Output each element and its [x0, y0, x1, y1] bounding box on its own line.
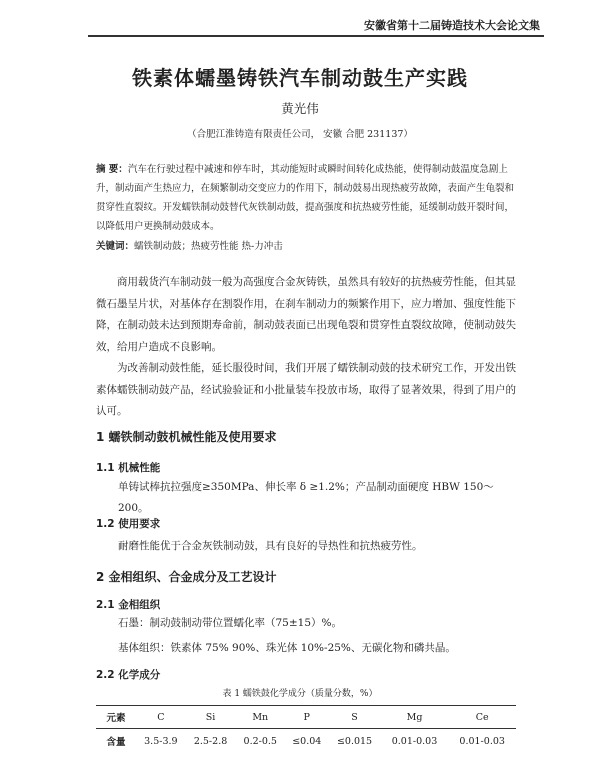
- author: 黄光伟: [281, 101, 319, 116]
- section-1-1-text: 单铸试棒抗拉强度≥350MPa、伸长率 δ ≥1.2%；产品制动面硬度 HBW 150～200。: [118, 481, 494, 514]
- intro-paragraph-2: 为改善制动鼓性能，延长服役时间，我们开展了蠕铁制动鼓的技术研究工作，开发出铁素体蠕铁制动鼓产品，经试验验证和小批量装车投放市场，取得了显著效果，得到了用户的认可。: [96, 362, 516, 417]
- keywords-label: 关键词：: [96, 241, 135, 252]
- table-cell: ≤0.04: [292, 735, 322, 747]
- section-1-heading: 1 蠕铁制动鼓机械性能及使用要求: [96, 430, 277, 444]
- header-rule: [88, 35, 544, 37]
- table-header-row: [96, 706, 516, 729]
- table-row: [96, 729, 516, 754]
- table-header-cell: P: [285, 706, 328, 729]
- section-2-heading: 2 金相组织、合金成分及工艺设计: [96, 570, 277, 584]
- table-cell: ≤0.015: [336, 735, 373, 747]
- table-header-cell: Si: [186, 706, 236, 729]
- paper-title: 铁素体蠕墨铸铁汽车制动鼓生产实践: [132, 66, 468, 90]
- proceedings-header: 安徽省第十二届铸造技术大会论文集: [364, 19, 540, 32]
- section-2-1-line-1: 石墨：制动鼓制动带位置蠕化率（75±15）%。: [118, 617, 342, 629]
- table-cell: 0.2-0.5: [243, 735, 277, 747]
- table-header-cell: 元素: [96, 706, 136, 729]
- table-header-cell: Mn: [235, 706, 285, 729]
- table-cell: 含量: [106, 737, 126, 748]
- intro-paragraph-1: 商用载货汽车制动鼓一般为高强度合金灰铸铁，虽然具有较好的抗热疲劳性能，但其显微石墨呈片状，对基体存在割裂作用，在刹车制动力的频繁作用下，应力增加、强度性能下降，在制动鼓未达到预期寿命前，制动鼓表面已出现龟裂和贯穿性直裂纹故障，使制动鼓失效，给用户造成不良影响。: [96, 276, 516, 353]
- abstract-label: 摘 要：: [96, 164, 128, 175]
- table-header-cell: S: [328, 706, 380, 729]
- abstract-text: 汽车在行驶过程中减速和停车时，其动能短时或瞬时间转化成热能，使得制动鼓温度急剧上升，制动面产生热应力，在频繁制动交变应力的作用下，制动鼓易出现热疲劳故障，表面产生龟裂和贯穿性直裂纹。开发蠕铁制动鼓替代灰铁制动鼓，提高强度和抗热疲劳性能，延缓制动鼓开裂时间，以降低用户更换制动鼓成本。: [96, 164, 515, 232]
- table-header-cell: C: [136, 706, 186, 729]
- section-2-2-heading: 2.2 化学成分: [96, 669, 161, 681]
- keywords-text: 蠕铁制动鼓；热疲劳性能 热-力冲击: [134, 241, 283, 252]
- abstract: [96, 160, 516, 236]
- table-header-cell: Mg: [381, 706, 449, 729]
- table-caption: 表 1 蠕铁鼓化学成分（质量分数，%）: [222, 689, 378, 699]
- section-1-2-heading: 1.2 使用要求: [96, 518, 161, 530]
- table-cell: 3.5-3.9: [144, 735, 178, 747]
- table-cell: 0.01-0.03: [391, 735, 438, 747]
- table-cell: 2.5-2.8: [193, 735, 228, 747]
- table-cell: 0.01-0.03: [459, 735, 505, 747]
- table-header-cell: Ce: [448, 706, 516, 729]
- affiliation: （合肥江淮铸造有限责任公司， 安徽 合肥 231137）: [187, 129, 413, 140]
- section-2-1-line-2: 基体组织：铁素体 75% 90%、珠光体 10%-25%、无碳化物和磷共晶。: [118, 642, 456, 654]
- keywords: [96, 238, 516, 252]
- section-1-1-heading: 1.1 机械性能: [96, 462, 161, 474]
- section-2-1-heading: 2.1 金相组织: [96, 599, 161, 611]
- chemical-composition-table: [96, 705, 516, 753]
- section-1-2-text: 耐磨性能优于合金灰铁制动鼓，具有良好的导热性和抗热疲劳性。: [118, 540, 423, 552]
